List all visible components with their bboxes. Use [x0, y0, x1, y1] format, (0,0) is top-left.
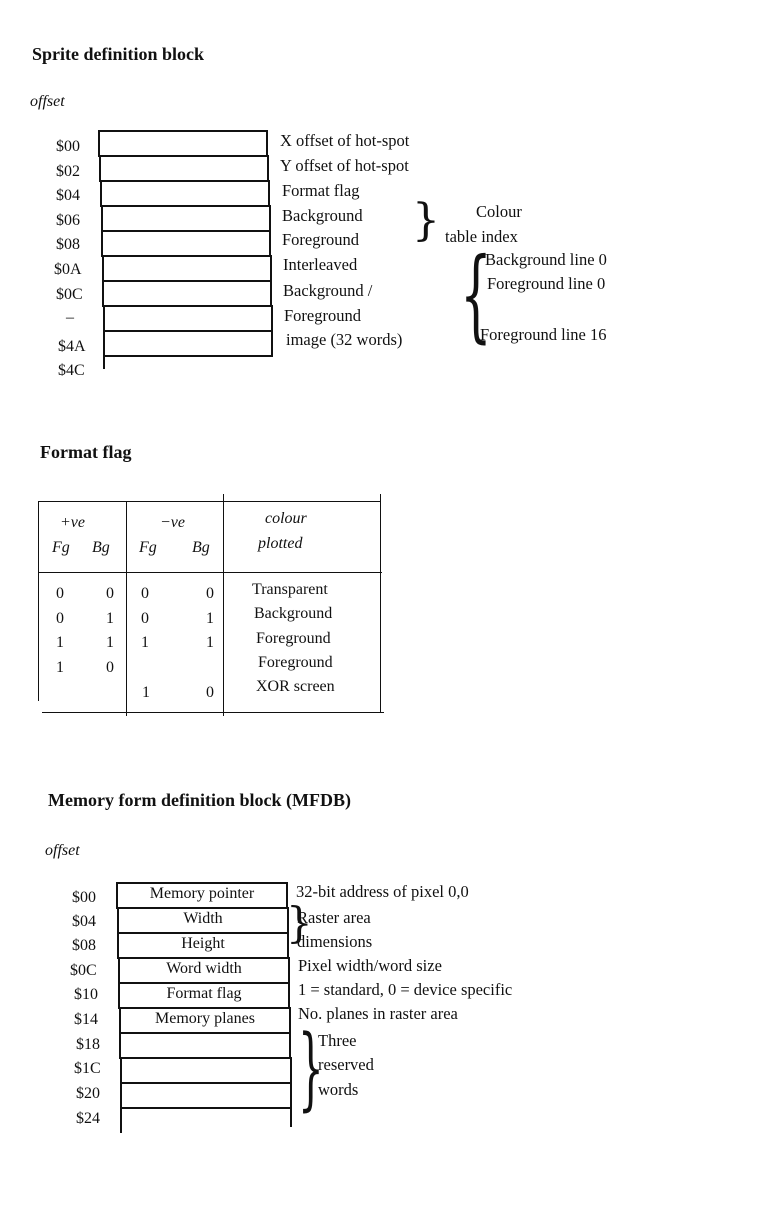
row2-pos-fg: 0: [56, 610, 64, 627]
row2-neg-bg: 1: [206, 610, 214, 627]
row1-result: Transparent: [252, 581, 328, 598]
row1-pos-bg: 0: [106, 585, 114, 602]
sprite-desc-background-slash: Background /: [283, 281, 373, 300]
format-flag-title: Format flag: [40, 442, 132, 462]
header-pos-fg: Fg: [52, 539, 70, 556]
sprite-offset-dash: –: [66, 309, 74, 326]
table-bottom-rule: [42, 712, 384, 713]
fg-line0-note: Foreground line 0: [487, 274, 606, 293]
mfdb-cell-memory-planes: Memory planes: [119, 1007, 291, 1034]
table-divider-2: [223, 494, 224, 716]
sprite-stem: [103, 355, 105, 369]
mfdb-offset-24: $24: [76, 1110, 100, 1127]
sprite-offset-4c: $4C: [58, 362, 85, 379]
row3-neg-fg: 1: [141, 634, 149, 651]
header-neg: −ve: [160, 514, 185, 531]
colour-note-line2: table index: [445, 227, 518, 246]
sprite-cell: [102, 255, 272, 282]
mfdb-reserved-line2: reserved: [318, 1055, 374, 1074]
sprite-cell: [100, 180, 270, 207]
sprite-offset-4a: $4A: [58, 338, 86, 355]
row4-result: Foreground: [258, 654, 333, 671]
mfdb-title: Memory form definition block (MFDB): [48, 790, 351, 810]
sprite-offset-08: $08: [56, 236, 80, 253]
sprite-offset-0a: $0A: [54, 261, 82, 278]
table-right-rule: [380, 494, 381, 712]
sprite-cell: [103, 305, 273, 332]
row1-pos-fg: 0: [56, 585, 64, 602]
mfdb-stem-right: [290, 1107, 292, 1127]
row3-pos-fg: 1: [56, 634, 64, 651]
sprite-cell: [103, 330, 273, 357]
header-neg-bg: Bg: [192, 539, 210, 556]
sprite-offset-02: $02: [56, 163, 80, 180]
sprite-offset-06: $06: [56, 212, 80, 229]
mfdb-cell-width: Width: [117, 907, 289, 934]
header-colour: colour: [265, 510, 307, 527]
bg-line0-note: Background line 0: [485, 250, 607, 269]
mfdb-desc-raster2: dimensions: [297, 932, 373, 951]
row4-pos-fg: 1: [56, 659, 64, 676]
sprite-desc-interleaved: Interleaved: [283, 255, 358, 274]
row3-result: Foreground: [256, 630, 331, 647]
mfdb-offset-04: $04: [72, 913, 96, 930]
row2-pos-bg: 1: [106, 610, 114, 627]
sprite-cell: [102, 280, 272, 307]
mfdb-reserved-line3: words: [318, 1080, 359, 1099]
sprite-offset-00: $00: [56, 138, 80, 155]
sprite-offset-label: offset: [30, 93, 65, 110]
fg-line16-note: Foreground line 16: [480, 325, 607, 344]
header-pos-bg: Bg: [92, 539, 110, 556]
table-header-rule: [38, 572, 382, 573]
sprite-cell: [99, 155, 269, 182]
table-divider-1: [126, 501, 127, 716]
mfdb-offset-label: offset: [45, 842, 80, 859]
row2-neg-fg: 0: [141, 610, 149, 627]
sprite-cell: [101, 230, 271, 257]
sprite-desc-x-hotspot: X offset of hot-spot: [280, 131, 410, 150]
header-plotted: plotted: [258, 535, 303, 552]
mfdb-cell-word-width: Word width: [118, 957, 290, 984]
mfdb-reserved-line1: Three: [318, 1031, 357, 1050]
colour-note-line1: Colour: [476, 202, 522, 221]
sprite-desc-foreground: Foreground: [282, 230, 359, 249]
row4-pos-bg: 0: [106, 659, 114, 676]
mfdb-desc-format: 1 = standard, 0 = device specific: [298, 980, 513, 999]
mfdb-cell-reserved-2: [120, 1057, 292, 1084]
reserved-brace-icon: }: [298, 1016, 324, 1121]
raster-brace-icon: }: [286, 898, 313, 947]
mfdb-cell-reserved-1: [119, 1032, 291, 1059]
mfdb-desc-word: Pixel width/word size: [298, 956, 442, 975]
header-pos: +ve: [60, 514, 85, 531]
mfdb-stem-left: [120, 1107, 122, 1133]
sprite-desc-y-hotspot: Y offset of hot-spot: [280, 156, 409, 175]
sprite-desc-foreground-2: Foreground: [284, 306, 361, 325]
row2-result: Background: [254, 605, 333, 622]
sprite-cell: [98, 130, 268, 157]
colour-brace-icon: }: [412, 195, 440, 246]
mfdb-desc-pointer: 32-bit address of pixel 0,0: [296, 882, 469, 901]
mfdb-offset-10: $10: [74, 986, 98, 1003]
row1-neg-fg: 0: [141, 585, 149, 602]
sprite-block-title: Sprite definition block: [32, 44, 205, 64]
mfdb-desc-planes: No. planes in raster area: [298, 1004, 458, 1023]
sprite-offset-04: $04: [56, 187, 80, 204]
sprite-offset-0c: $0C: [56, 286, 83, 303]
mfdb-offset-1c: $1C: [74, 1060, 101, 1077]
header-neg-fg: Fg: [139, 539, 157, 556]
mfdb-cell-format-flag: Format flag: [118, 982, 290, 1009]
mfdb-cell-reserved-3: [120, 1082, 292, 1109]
mfdb-offset-00: $00: [72, 889, 96, 906]
mfdb-offset-20: $20: [76, 1085, 100, 1102]
sprite-desc-format-flag: Format flag: [282, 181, 360, 200]
table-top-rule: [38, 501, 380, 502]
sprite-desc-background: Background: [282, 206, 363, 225]
mfdb-cell-height: Height: [117, 932, 289, 959]
mfdb-desc-raster1: Raster area: [297, 908, 371, 927]
row5-neg-fg: 1: [142, 684, 150, 701]
table-left-rule: [38, 501, 39, 701]
row3-neg-bg: 1: [206, 634, 214, 651]
mfdb-offset-14: $14: [74, 1011, 98, 1028]
mfdb-offset-08: $08: [72, 937, 96, 954]
sprite-cell: [101, 205, 271, 232]
row1-neg-bg: 0: [206, 585, 214, 602]
row5-result: XOR screen: [256, 678, 335, 695]
interleave-brace-icon: {: [460, 236, 492, 353]
row5-neg-bg: 0: [206, 684, 214, 701]
mfdb-cell-memory-pointer: Memory pointer: [116, 882, 288, 909]
mfdb-offset-18: $18: [76, 1036, 100, 1053]
mfdb-offset-0c: $0C: [70, 962, 97, 979]
row3-pos-bg: 1: [106, 634, 114, 651]
sprite-desc-image-words: image (32 words): [286, 330, 403, 349]
